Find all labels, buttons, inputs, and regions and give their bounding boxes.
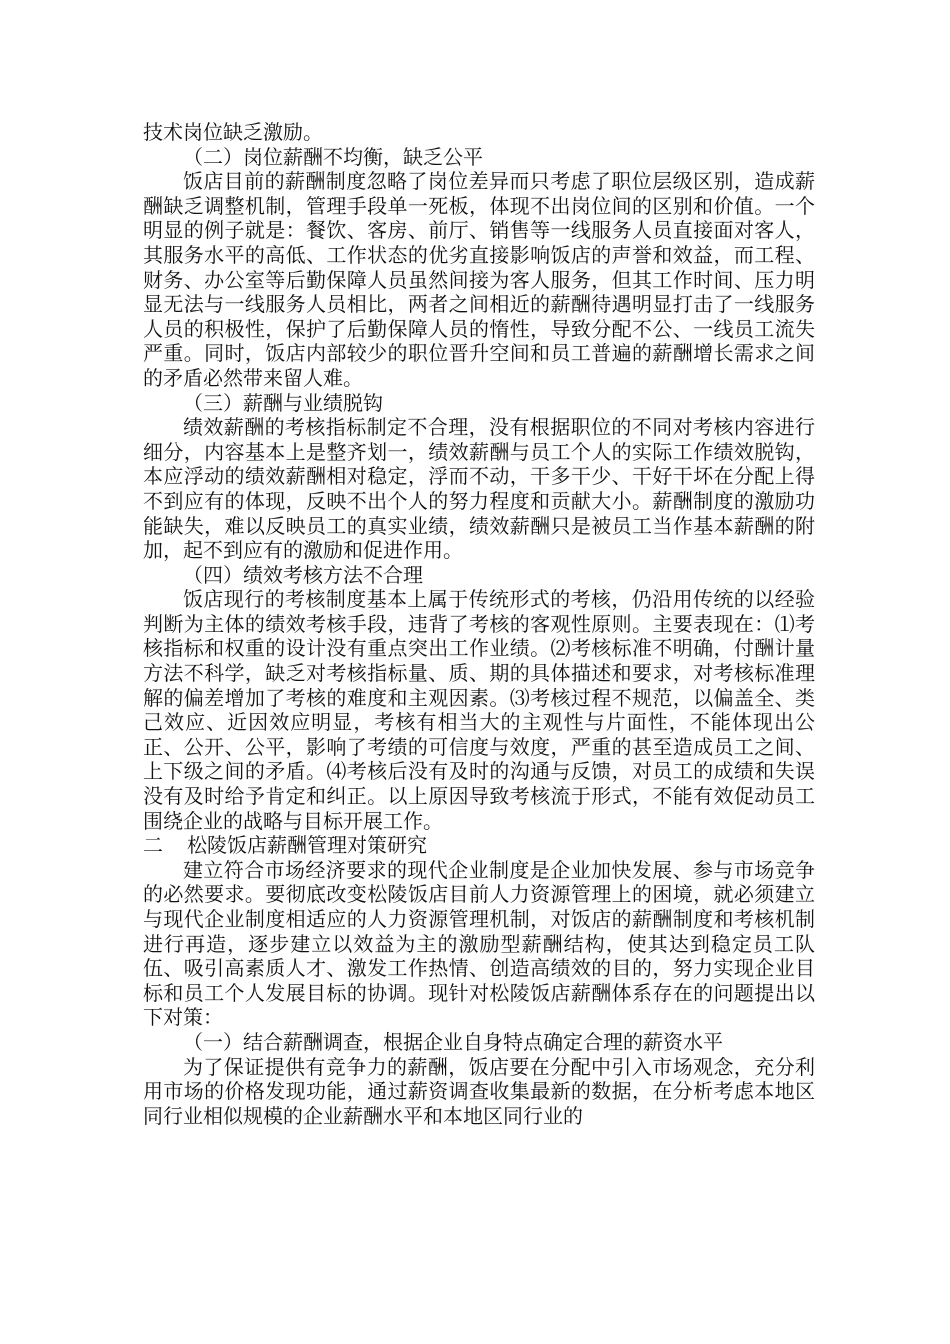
subheading-2: （二）岗位薪酬不均衡，缺乏公平	[183, 144, 483, 169]
section-number: 二	[143, 833, 163, 858]
paragraph-2: 饭店目前的薪酬制度忽略了岗位差异而只考虑了职位层级区别，造成薪酬缺乏调整机制，管理手段单一死板，体现不出岗位间的区别和价值。一个明显的例子就是：餐饮、客房、前厅、销售等一线服务人员直接面对客人，其服务水平的高低、工作状态的优劣直接影响饭店的声誉和效益，而工程、财务、办公室等后勤保障人员虽然间接为客人服务，但其工作时间、压力明显无法与一线服务人员相比，两者之间相近的薪酬待遇明显打击了一线服务人员的积极性，保护了后勤保障人员的惰性，导致分配不公、一线员工流失严重。同时，饭店内部较少的职位晋升空间和员工普遍的薪酬增长需求之间的矛盾必然带来留人难。	[143, 169, 815, 390]
subheading-6: （一）结合薪酬调查，根据企业自身特点确定合理的薪资水平	[183, 1029, 723, 1054]
paragraph-5: 建立符合市场经济要求的现代企业制度是企业加快发展、参与市场竞争的必然要求。要彻底改变松陵饭店目前人力资源管理上的困境，就必须建立与现代企业制度相适应的人力资源管理机制，对饭店的薪酬制度和考核机制进行再造，逐步建立以效益为主的激励型薪酬结构，使其达到稳定员工队伍、吸引高素质人才、激发工作热情、创造高绩效的目的，努力实现企业目标和员工个人发展目标的协调。现针对松陵饭店薪酬体系存在的问题提出以下对策：	[143, 857, 815, 1030]
paragraph-3: 绩效薪酬的考核指标制定不合理，没有根据职位的不同对考核内容进行细分，内容基本上是整齐划一，绩效薪酬与员工个人的实际工作绩效脱钩，本应浮动的绩效薪酬相对稳定，浮而不动，干多干少、干好干坏在分配上得不到应有的体现，反映不出个人的努力程度和贡献大小。薪酬制度的激励功能缺失，难以反映员工的真实业绩，绩效薪酬只是被员工当作基本薪酬的附加，起不到应有的激励和促进作用。	[143, 415, 815, 563]
lead-line: 技术岗位缺乏激励。	[143, 120, 323, 144]
paragraph-6: 为了保证提供有竞争力的薪酬，饭店要在分配中引入市场观念，充分利用市场的价格发现功能，通过薪资调查收集最新的数据，在分析考虑本地区同行业相似规模的企业薪酬水平和本地区同行业的	[143, 1054, 815, 1128]
subheading-3: （三）薪酬与业绩脱钩	[183, 390, 383, 415]
document-body	[143, 120, 815, 1128]
section-heading	[143, 833, 815, 858]
section-title: 松陵饭店薪酬管理对策研究	[187, 833, 427, 858]
paragraph-4: 饭店现行的考核制度基本上属于传统形式的考核，仍沿用传统的以经验判断为主体的绩效考核手段，违背了考核的客观性原则。主要表现在：⑴考核指标和权重的设计没有重点突出工作业绩。⑵考核标准不明确，付酬计量方法不科学，缺乏对考核指标量、质、期的具体描述和要求，对考核标准理解的偏差增加了考核的难度和主观因素。⑶考核过程不规范，以偏盖全、类己效应、近因效应明显，考核有相当大的主观性与片面性，不能体现出公正、公开、公平，影响了考绩的可信度与效度，严重的甚至造成员工之间、上下级之间的矛盾。⑷考核后没有及时的沟通与反馈，对员工的成绩和失误没有及时给予肯定和纠正。以上原因导致考核流于形式，不能有效促动员工围绕企业的战略与目标开展工作。	[143, 587, 815, 833]
subheading-4: （四）绩效考核方法不合理	[183, 562, 423, 587]
